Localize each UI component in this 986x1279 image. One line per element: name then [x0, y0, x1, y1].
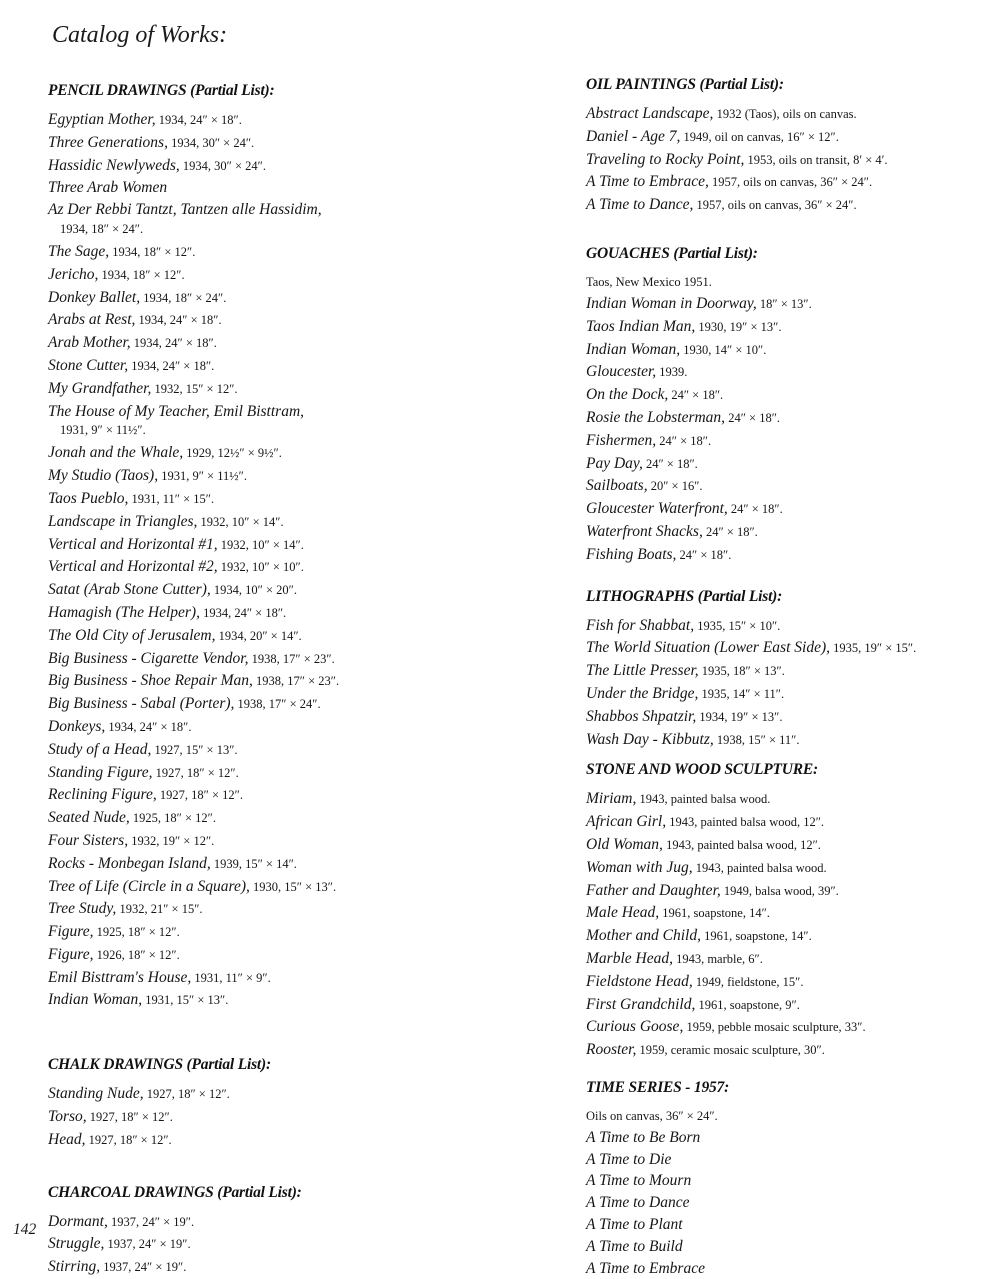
work-title: Tree of Life (Circle in a Square),: [48, 877, 250, 895]
work-title: Rosie the Lobsterman,: [586, 408, 726, 426]
catalog-entry: [586, 339, 978, 362]
work-title: My Grandfather,: [48, 379, 152, 397]
work-details: 1927, 18″ × 12″.: [156, 788, 243, 803]
catalog-entry: [48, 442, 518, 465]
catalog-entry: [48, 401, 518, 440]
section-time-series: [586, 1079, 978, 1279]
work-title: Dormant,: [48, 1212, 108, 1230]
work-details: 1957, oils on canvas, 36″ × 24″.: [708, 175, 873, 190]
work-title: Hassidic Newlyweds,: [48, 156, 180, 174]
entry-list: [586, 1127, 978, 1279]
catalog-entry: [48, 378, 518, 401]
work-title: Indian Woman,: [48, 991, 143, 1009]
work-title: Struggle,: [48, 1235, 105, 1253]
work-details: 1938, 17″ × 23″.: [248, 651, 335, 666]
section-pencil-drawings: [48, 82, 518, 1012]
catalog-entry: [586, 788, 978, 811]
work-details: 1957, oils on canvas, 36″ × 24″.: [693, 198, 857, 213]
work-title: Daniel - Age 7,: [586, 127, 681, 145]
work-title: Hamagish (The Helper),: [48, 603, 200, 621]
work-title: Jericho,: [48, 265, 99, 283]
catalog-entry: [586, 811, 978, 834]
catalog-entry: [48, 1106, 518, 1129]
catalog-entry: [586, 857, 978, 880]
work-details: 1930, 14″ × 10″.: [680, 342, 767, 357]
work-title: Egyptian Mother,: [48, 111, 156, 128]
work-title: Big Business - Sabal (Porter),: [48, 695, 235, 713]
work-title: The Sage,: [48, 242, 110, 260]
catalog-entry: [586, 994, 978, 1017]
catalog-entry: [586, 453, 978, 476]
catalog-entry: [48, 853, 518, 876]
work-details: 1930, 19″ × 13″.: [695, 319, 782, 334]
work-title: The Old City of Jerusalem,: [48, 626, 216, 644]
work-details: 1934, 10″ × 20″.: [210, 583, 297, 598]
work-title: Shabbos Shpatzir,: [586, 707, 697, 725]
work-title: Az Der Rebbi Tantzt, Tantzen alle Hassidim,: [48, 201, 322, 219]
work-details: 1935, 15″ × 10″.: [694, 618, 781, 633]
section-heading: CHALK DRAWINGS (Partial List):: [48, 1056, 271, 1074]
section-stone-wood-sculpture: [586, 761, 978, 1062]
catalog-entry: [586, 706, 978, 729]
catalog-entry: [48, 625, 518, 648]
page-number: 142: [13, 1221, 37, 1238]
work-title: First Grandchild,: [586, 995, 696, 1013]
catalog-entry: [48, 921, 518, 944]
entry-list: [586, 788, 978, 1062]
work-title: Three Generations,: [48, 133, 168, 151]
catalog-entry: [586, 902, 978, 925]
work-title: Male Head,: [586, 904, 660, 922]
catalog-entry: [586, 1214, 978, 1236]
work-title: Waterfront Shacks,: [586, 522, 703, 540]
work-details: 1943, marble, 6″.: [672, 951, 763, 966]
work-details: 1931, 11″ × 15″.: [128, 491, 215, 506]
work-details: 1934, 30″ × 24″.: [179, 158, 266, 173]
work-title: Reclining Figure,: [48, 786, 157, 804]
catalog-entry: [48, 762, 518, 785]
work-title: Jonah and the Whale,: [48, 444, 184, 462]
catalog-entry: [48, 1129, 518, 1152]
work-title: Fishermen,: [586, 431, 657, 449]
work-title: Father and Daughter,: [586, 881, 721, 899]
work-details: 1925, 18″ × 12″.: [129, 811, 217, 826]
work-title: A Time to Build: [586, 1237, 683, 1255]
work-title: Miriam,: [586, 790, 637, 808]
work-details: 1927, 18″ × 12″.: [152, 765, 239, 780]
catalog-entry: [586, 615, 978, 638]
catalog-entry: [48, 177, 518, 199]
work-title: Gloucester,: [586, 363, 657, 381]
work-details: 1931, 9″ × 11½″.: [60, 423, 146, 438]
entry-list: [48, 109, 518, 1012]
work-title: Curious Goose,: [586, 1018, 684, 1036]
work-title: On the Dock,: [586, 386, 669, 404]
work-title: Taos Pueblo,: [48, 489, 129, 507]
catalog-entry: [586, 1149, 978, 1171]
work-title: Figure,: [48, 945, 94, 963]
work-title: African Girl,: [586, 813, 667, 831]
work-title: Rocks - Monbegan Island,: [48, 854, 211, 872]
work-title: Big Business - Shoe Repair Man,: [48, 672, 253, 690]
work-title: Fishing Boats,: [586, 545, 677, 563]
catalog-entry: [48, 1256, 518, 1279]
catalog-entry: [48, 309, 518, 332]
work-details: 1925, 18″ × 12″.: [93, 925, 180, 940]
work-details: 1961, soapstone, 14″.: [659, 906, 770, 921]
section-charcoal-drawings: [48, 1184, 518, 1279]
section-oil-paintings: [586, 76, 978, 217]
work-title: A Time to Dance,: [586, 196, 694, 214]
entry-list: [586, 103, 978, 217]
work-title: Landscape in Triangles,: [48, 512, 198, 530]
catalog-entry: [48, 556, 518, 579]
catalog-entry: [48, 1233, 518, 1256]
work-details: 1934, 18″ × 12″.: [109, 244, 196, 259]
work-details: 18″ × 13″.: [756, 296, 812, 311]
work-details: 1937, 24″ × 19″.: [104, 1237, 191, 1252]
work-title: Gloucester Waterfront,: [586, 500, 728, 518]
work-title: Figure,: [48, 923, 94, 941]
work-details: 1961, soapstone, 14″.: [700, 929, 812, 944]
catalog-entry: [586, 544, 978, 567]
catalog-entry: [586, 660, 978, 683]
work-details: 1959, pebble mosaic sculpture, 33″.: [683, 1020, 866, 1035]
entry-list: [48, 1083, 518, 1151]
section-note: Taos, New Mexico 1951.: [586, 274, 712, 289]
catalog-entry: [586, 475, 978, 498]
work-details: 1934, 30″ × 24″.: [167, 135, 255, 150]
catalog-entry: [48, 648, 518, 671]
work-title: Three Arab Women: [48, 179, 168, 197]
catalog-entry: [586, 384, 978, 407]
catalog-entry: [586, 171, 978, 194]
work-title: A Time to Embrace: [586, 1259, 705, 1277]
catalog-entry: [48, 967, 518, 990]
catalog-entry: [586, 1170, 978, 1192]
work-details: 1938, 15″ × 11″.: [713, 732, 800, 747]
catalog-entry: [48, 199, 518, 238]
work-title: Fish for Shabbat,: [586, 616, 695, 634]
catalog-entry: [48, 944, 518, 967]
work-title: A Time to Die: [586, 1150, 672, 1168]
work-title: The Little Presser,: [586, 662, 699, 680]
catalog-entry: [586, 729, 978, 752]
section-note: Oils on canvas, 36″ × 24″.: [586, 1108, 718, 1123]
work-title: Abstract Landscape,: [586, 105, 714, 122]
entry-list: [586, 293, 978, 567]
catalog-entry: [586, 430, 978, 453]
catalog-entry: [586, 637, 978, 660]
work-details: 1949, oil on canvas, 16″ × 12″.: [680, 129, 839, 144]
section-chalk-drawings: [48, 1056, 518, 1151]
catalog-entry: [48, 693, 518, 716]
catalog-entry: [48, 488, 518, 511]
catalog-entry: [586, 103, 978, 126]
page-title: Catalog of Works:: [52, 22, 228, 48]
catalog-entry: [48, 332, 518, 355]
work-details: 1953, oils on transit, 8′ × 4′.: [744, 152, 888, 167]
catalog-entry: [586, 1236, 978, 1258]
entry-list: [48, 1211, 518, 1279]
work-title: Vertical and Horizontal #2,: [48, 558, 218, 576]
work-title: The House of My Teacher, Emil Bisttram,: [48, 402, 305, 420]
catalog-entry: [48, 739, 518, 762]
work-details: 1959, ceramic mosaic sculpture, 30″.: [636, 1043, 825, 1058]
work-details: 24″ × 18″.: [725, 410, 781, 425]
work-details: 1949, balsa wood, 39″.: [720, 883, 839, 898]
work-details: 1927, 18″ × 12″.: [86, 1110, 173, 1125]
work-title: A Time to Be Born: [586, 1128, 701, 1146]
catalog-entry: [48, 830, 518, 853]
catalog-entry: [48, 670, 518, 693]
catalog-entry: [586, 1016, 978, 1039]
work-title: Stirring,: [48, 1258, 101, 1276]
work-details: 1931, 15″ × 13″.: [142, 993, 229, 1008]
work-title: Vertical and Horizontal #1,: [48, 535, 218, 553]
work-details: 1939.: [656, 365, 688, 380]
catalog-entry: [586, 1192, 978, 1214]
work-details: 24″ × 18″.: [702, 524, 758, 539]
work-title: A Time to Embrace,: [586, 173, 709, 191]
work-details: 1934, 18″ × 24″.: [60, 221, 144, 236]
work-details: 1935, 19″ × 15″.: [830, 641, 917, 656]
catalog-entry: [48, 355, 518, 378]
work-title: A Time to Dance: [586, 1194, 690, 1212]
work-title: Torso,: [48, 1108, 87, 1126]
work-details: 1932, 10″ × 14″.: [197, 514, 284, 529]
work-details: 24″ × 18″.: [676, 547, 732, 562]
catalog-entry: [48, 465, 518, 488]
left-column: [48, 82, 518, 1279]
work-details: 24″ × 18″.: [668, 388, 724, 403]
catalog-entry: [48, 1083, 518, 1106]
work-title: Four Sisters,: [48, 831, 129, 849]
work-title: Wash Day - Kibbutz,: [586, 730, 714, 748]
work-details: 1938, 17″ × 24″.: [234, 697, 321, 712]
work-details: 1930, 15″ × 13″.: [249, 879, 337, 894]
work-details: 1931, 9″ × 11½″.: [158, 469, 247, 484]
section-gouaches: [586, 245, 978, 567]
catalog-entry: [48, 132, 518, 155]
catalog-entry: [48, 602, 518, 625]
work-title: Rooster,: [586, 1041, 637, 1059]
section-heading: CHARCOAL DRAWINGS (Partial List):: [48, 1183, 302, 1201]
work-title: A Time to Mourn: [586, 1172, 692, 1190]
catalog-entry: [586, 194, 978, 217]
work-title: My Studio (Taos),: [48, 467, 159, 485]
catalog-entry: [586, 1039, 978, 1062]
catalog-entry: [586, 834, 978, 857]
work-details: 20″ × 16″.: [647, 479, 703, 494]
work-title: Study of a Head,: [48, 740, 152, 758]
work-details: 1934, 24″ × 18″.: [105, 719, 192, 734]
work-title: Woman with Jug,: [586, 858, 693, 876]
work-details: 24″ × 18″.: [727, 502, 783, 517]
catalog-entry: [48, 1211, 518, 1234]
work-details: 1961, soapstone, 9″.: [695, 997, 800, 1012]
entry-list: [586, 615, 978, 752]
section-heading: TIME SERIES - 1957:: [586, 1078, 730, 1096]
work-details: 24″ × 18″.: [642, 456, 698, 471]
catalog-entry: [586, 925, 978, 948]
work-title: Emil Bisttram's House,: [48, 968, 192, 986]
work-title: Head,: [48, 1130, 86, 1148]
work-details: 1943, painted balsa wood, 12″.: [662, 837, 821, 852]
section-lithographs: [586, 588, 978, 752]
work-title: Big Business - Cigarette Vendor,: [48, 649, 249, 667]
section-heading: PENCIL DRAWINGS (Partial List):: [48, 82, 275, 99]
work-details: 1934, 24″ × 18″.: [128, 358, 215, 373]
work-details: 1929, 12½″ × 9½″.: [183, 446, 282, 461]
catalog-entry: [48, 534, 518, 557]
work-details: 1938, 17″ × 23″.: [252, 674, 340, 689]
catalog-entry: [48, 807, 518, 830]
work-details: 1934, 24″ × 18″.: [199, 605, 287, 620]
work-details: 1927, 18″ × 12″.: [85, 1132, 172, 1147]
catalog-entry: [586, 316, 978, 339]
work-title: Satat (Arab Stone Cutter),: [48, 581, 211, 599]
section-heading: GOUACHES (Partial List):: [586, 244, 758, 262]
catalog-entry: [48, 716, 518, 739]
work-title: Donkey Ballet,: [48, 288, 141, 306]
work-details: 1937, 24″ × 19″.: [100, 1260, 187, 1275]
catalog-entry: [586, 1127, 978, 1149]
work-details: 1927, 18″ × 12″.: [143, 1087, 230, 1102]
work-title: Under the Bridge,: [586, 684, 699, 702]
catalog-entry: [586, 498, 978, 521]
work-title: Fieldstone Head,: [586, 972, 693, 990]
work-title: Old Woman,: [586, 835, 663, 853]
catalog-entry: [48, 989, 518, 1012]
work-details: 1931, 11″ × 9″.: [191, 970, 271, 985]
work-details: 1926, 18″ × 12″.: [93, 947, 180, 962]
catalog-entry: [586, 407, 978, 430]
catalog-entry: [48, 264, 518, 287]
work-title: Standing Nude,: [48, 1085, 144, 1103]
work-details: 1932, 10″ × 14″.: [217, 537, 304, 552]
catalog-entry: [48, 898, 518, 921]
catalog-entry: [586, 1258, 978, 1279]
catalog-entry: [48, 511, 518, 534]
work-details: 1932, 19″ × 12″.: [128, 833, 215, 848]
catalog-entry: [48, 287, 518, 310]
work-title: Indian Woman,: [586, 340, 681, 358]
catalog-entry: [586, 971, 978, 994]
work-title: Indian Woman in Doorway,: [586, 294, 757, 312]
work-details: 1927, 15″ × 13″.: [151, 742, 238, 757]
section-heading: OIL PAINTINGS (Partial List):: [586, 76, 784, 93]
work-details: 1949, fieldstone, 15″.: [692, 974, 804, 989]
work-details: 1937, 24″ × 19″.: [107, 1214, 195, 1229]
right-column: [586, 76, 978, 1279]
work-details: 1932 (Taos), oils on canvas.: [713, 107, 857, 121]
work-title: Stone Cutter,: [48, 356, 129, 374]
work-details: 1943, painted balsa wood, 12″.: [666, 815, 825, 830]
catalog-entry: [48, 109, 518, 132]
work-details: 1934, 24″ × 18″.: [155, 113, 242, 127]
catalog-entry: [586, 126, 978, 149]
work-title: Arabs at Rest,: [48, 311, 136, 329]
work-title: Seated Nude,: [48, 809, 130, 827]
work-title: The World Situation (Lower East Side),: [586, 639, 830, 657]
work-details: 1934, 19″ × 13″.: [696, 709, 783, 724]
catalog-entry: [586, 683, 978, 706]
work-title: Pay Day,: [586, 454, 643, 472]
catalog-entry: [48, 241, 518, 264]
work-details: 1934, 20″ × 14″.: [215, 628, 302, 643]
work-details: 1934, 18″ × 12″.: [98, 267, 185, 282]
work-title: Taos Indian Man,: [586, 317, 696, 335]
catalog-entry: [586, 521, 978, 544]
work-title: Mother and Child,: [586, 927, 701, 945]
work-title: Donkeys,: [48, 717, 106, 735]
work-details: 1935, 14″ × 11″.: [698, 686, 785, 701]
work-details: 1934, 24″ × 18″.: [135, 313, 222, 328]
section-heading: LITHOGRAPHS (Partial List):: [586, 587, 783, 605]
work-title: Tree Study,: [48, 900, 117, 918]
work-details: 1932, 21″ × 15″.: [116, 902, 203, 917]
work-details: 1934, 24″ × 18″.: [130, 336, 217, 351]
work-details: 1935, 18″ × 13″.: [698, 664, 785, 679]
catalog-entry: [48, 155, 518, 178]
catalog-entry: [586, 293, 978, 316]
section-heading: STONE AND WOOD SCULPTURE:: [586, 761, 818, 779]
catalog-entry: [586, 948, 978, 971]
catalog-entry: [586, 361, 978, 384]
work-details: 1932, 15″ × 12″.: [151, 381, 238, 396]
work-details: 1932, 10″ × 10″.: [217, 560, 304, 575]
work-title: A Time to Plant: [586, 1216, 683, 1234]
work-title: Sailboats,: [586, 477, 648, 495]
work-details: 1939, 15″ × 14″.: [210, 856, 297, 871]
work-title: Traveling to Rocky Point,: [586, 150, 745, 168]
work-details: 1943, painted balsa wood.: [636, 792, 771, 807]
work-title: Marble Head,: [586, 949, 673, 967]
work-details: 1934, 18″ × 24″.: [140, 290, 227, 305]
work-details: 1943, painted balsa wood.: [692, 860, 827, 875]
catalog-entry: [586, 149, 978, 172]
catalog-entry: [586, 880, 978, 903]
work-title: Standing Figure,: [48, 763, 153, 781]
catalog-entry: [48, 784, 518, 807]
work-details: 24″ × 18″.: [656, 433, 712, 448]
work-title: Arab Mother,: [48, 334, 131, 352]
catalog-entry: [48, 876, 518, 899]
catalog-entry: [48, 579, 518, 602]
